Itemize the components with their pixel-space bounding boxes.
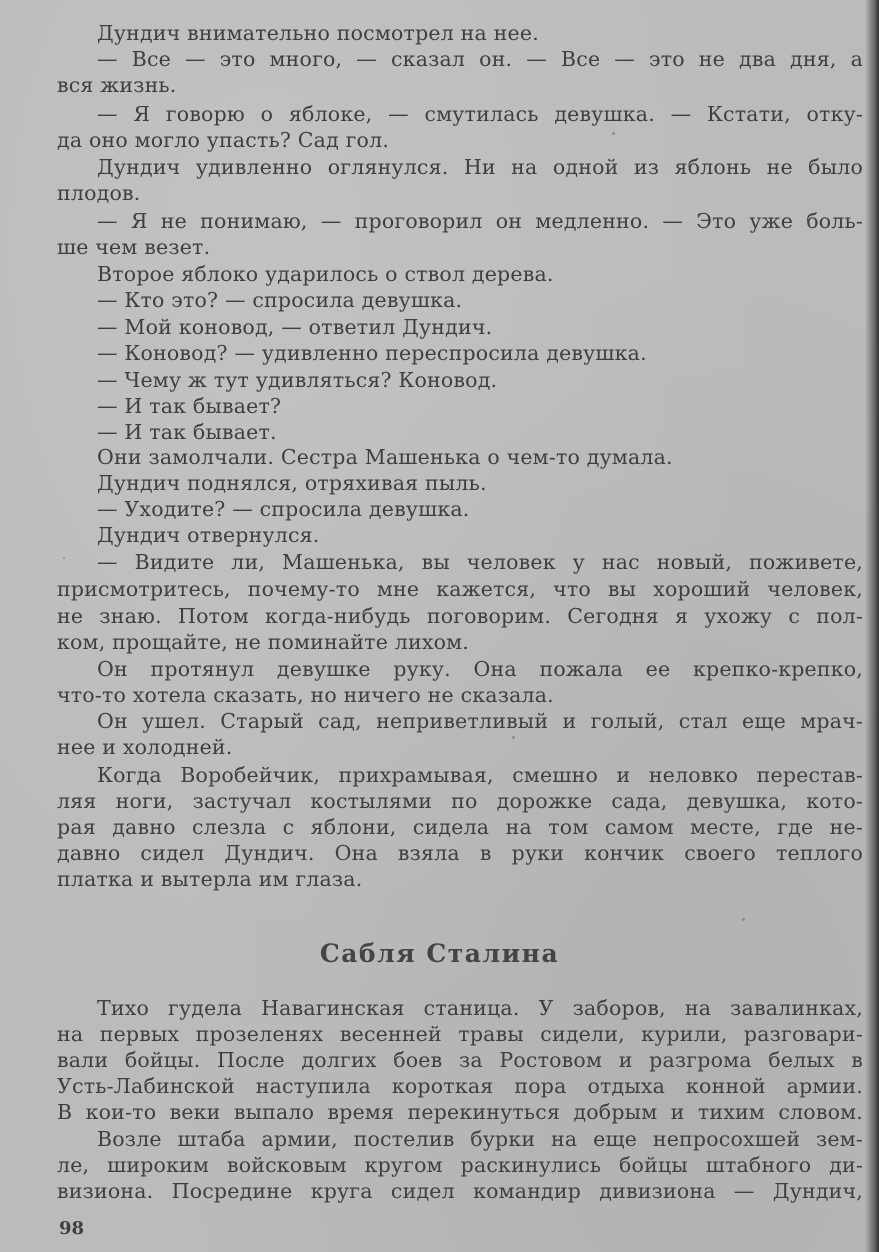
text-line: В кои-то веки выпало время перекинуться добрым и тихим словом.	[57, 1100, 863, 1124]
text-line: — Видите ли, Машенька, вы человек у нас новый, поживете,	[97, 550, 863, 574]
text-line: нее и холодней.	[57, 735, 233, 759]
text-line: Второе яблоко ударилось о ствол дерева.	[97, 262, 554, 286]
text-line: не знаю. Потом когда-нибудь поговорим. Сегодня я ухожу с пол-	[57, 604, 863, 628]
text-line: Дундич отвернулся.	[97, 523, 320, 547]
text-line: — Мой коновод, — ответил Дундич.	[97, 315, 493, 339]
text-line: плодов.	[57, 181, 141, 205]
text-line: Он ушел. Старый сад, неприветливый и голый, стал еще мрач-	[97, 709, 863, 733]
text-line: ком, прощайте, не поминайте лихом.	[57, 630, 470, 654]
print-speck	[612, 132, 615, 135]
text-line: — Я не понимаю, — проговорил он медленно. — Это уже боль-	[97, 209, 863, 233]
text-line: — И так бывает?	[97, 394, 282, 418]
text-line: Они замолчали. Сестра Машенька о чем-то думала.	[97, 445, 673, 469]
text-line: ше чем везет.	[57, 235, 211, 259]
text-line: на первых прозеленях весенней травы сидели, курили, разговари-	[57, 1022, 863, 1046]
text-line: давно сидел Дундич. Она взяла в руки кончик своего теплого	[57, 841, 863, 865]
text-line: Дундич удивленно оглянулся. Ни на одной из яблонь не было	[97, 155, 863, 179]
text-line: — Чему ж тут удивляться? Коновод.	[97, 368, 498, 392]
text-line: присмотритесь, почему-то мне кажется, что вы хороший человек,	[57, 577, 863, 601]
text-line: — Я говорю о яблоке, — смутилась девушка. — Кстати, отку-	[97, 102, 863, 126]
text-line: визиона. Посредине круга сидел командир дивизиона — Дундич,	[57, 1179, 863, 1203]
text-line: рая давно слезла с яблони, сидела на том самом месте, где не-	[57, 815, 863, 839]
text-line: ляя ноги, застучал костылями по дорожке сада, девушка, кото-	[57, 789, 863, 813]
print-speck	[63, 557, 65, 559]
text-line: да оно могло упасть? Сад гол.	[57, 128, 390, 152]
page-number: 98	[59, 1218, 85, 1239]
text-line: — Коновод? — удивленно переспросила девушка.	[97, 341, 647, 365]
text-line: — Кто это? — спросила девушка.	[97, 288, 463, 312]
text-line: Дундич внимательно посмотрел на нее.	[97, 21, 539, 45]
print-speck	[512, 736, 515, 739]
text-line: ле, широким войсковым кругом раскинулись бойцы штабного ди-	[57, 1153, 863, 1177]
text-line: Тихо гудела Навагинская станица. У заборов, на завалинках,	[97, 996, 863, 1020]
text-line: Усть-Лабинской наступила короткая пора отдыха конной армии.	[57, 1074, 863, 1098]
text-line: Он протянул девушке руку. Она пожала ее крепко-крепко,	[97, 657, 863, 681]
text-line: что-то хотела сказать, но ничего не сказала.	[57, 683, 554, 707]
text-line: платка и вытерла им глаза.	[57, 867, 363, 891]
text-line: Дундич поднялся, отряхивая пыль.	[97, 471, 487, 495]
text-line: Когда Воробейчик, прихрамывая, смешно и неловко перестав-	[97, 763, 863, 787]
print-speck	[742, 918, 745, 921]
text-line: вся жизнь.	[57, 73, 177, 97]
book-spine-shadow	[865, 0, 879, 1252]
text-line: — Уходите? — спросила девушка.	[97, 497, 470, 521]
chapter-title: Сабля Сталина	[319, 939, 560, 968]
text-line: вали бойцы. После долгих боев за Ростовом и разгрома белых в	[57, 1048, 863, 1072]
text-line: Возле штаба армии, постелив бурки на еще непросохшей зем-	[97, 1127, 863, 1151]
text-line: — Все — это много, — сказал он. — Все — это не два дня, а	[97, 47, 863, 71]
text-line: — И так бывает.	[97, 420, 277, 444]
